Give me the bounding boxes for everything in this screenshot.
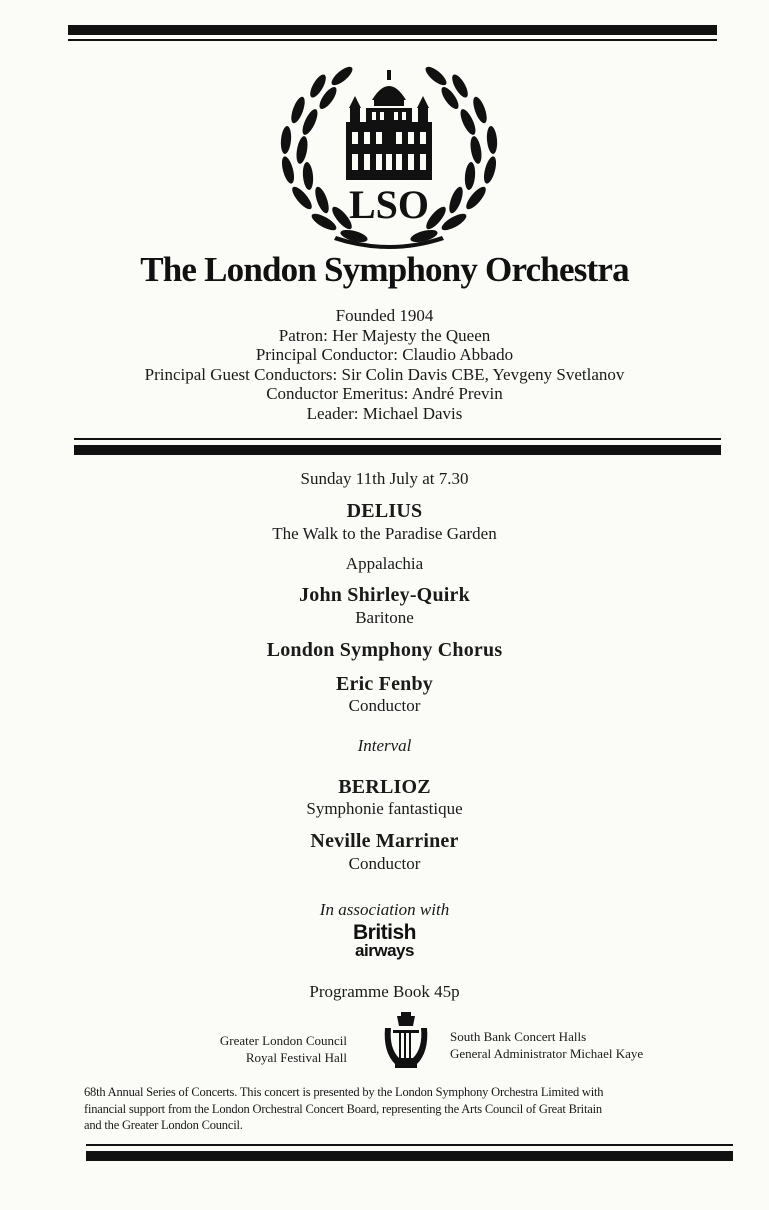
- credit-guest-conductors: Principal Guest Conductors: Sir Colin Davis CBE, Yevgeny Svetlanov: [144, 364, 625, 384]
- work-symphonie-fantastique: Symphonie fantastique: [306, 799, 463, 818]
- wreath-cathedral-emblem-icon: [276, 58, 502, 250]
- venue-left-line1: Greater London Council: [219, 1033, 347, 1048]
- lyre-crest-icon: [381, 1012, 431, 1072]
- credit-principal-conductor: Principal Conductor: Claudio Abbado: [255, 345, 514, 364]
- conductor-fenby: Eric Fenby: [336, 673, 433, 695]
- concert-date: Sunday 11th July at 7.30: [300, 469, 469, 488]
- interval-label: Interval: [357, 736, 412, 755]
- ba-logo-line2: airways: [355, 941, 414, 960]
- work-appalachia: Appalachia: [345, 554, 424, 573]
- venue-left-line2: Royal Festival Hall: [245, 1050, 347, 1065]
- credit-conductor-emeritus: Conductor Emeritus: André Previn: [266, 384, 503, 403]
- footer-line-3: and the Greater London Council.: [84, 1118, 243, 1132]
- credit-leader: Leader: Michael Davis: [306, 403, 463, 423]
- conductor-fenby-role: Conductor: [348, 696, 421, 715]
- conductor-marriner-role: Conductor: [348, 854, 421, 873]
- footer-note: [84, 1084, 734, 1134]
- venue-left: [197, 1032, 347, 1066]
- orchestra-credits: [0, 306, 769, 423]
- bottom-rule-thin: [86, 1144, 733, 1146]
- programme-price: Programme Book 45p: [309, 982, 460, 1001]
- ba-logo-line1: British: [352, 921, 416, 944]
- soloist-role: Baritone: [355, 608, 414, 627]
- footer-line-2: financial support from the London Orchestral Concert Board, representing the Arts Council of Great Britain: [84, 1101, 602, 1116]
- logo-lso-text: LSO: [348, 182, 430, 227]
- composer-berlioz: BERLIOZ: [338, 776, 431, 798]
- work-walk-to-paradise-garden: The Walk to the Paradise Garden: [272, 524, 497, 543]
- british-airways-logo: [0, 921, 769, 960]
- soloist-name: John Shirley-Quirk: [299, 584, 470, 606]
- association-label: In association with: [319, 900, 450, 919]
- composer-delius: DELIUS: [346, 500, 423, 522]
- footer-line-1: 68th Annual Series of Concerts. This concert is presented by the London Symphony Orchestra Limited with: [84, 1085, 604, 1099]
- venue-right: [450, 1028, 643, 1062]
- credit-founded: Founded 1904: [335, 306, 434, 325]
- chorus-name: London Symphony Chorus: [266, 639, 503, 661]
- lso-logo: [276, 58, 502, 250]
- middle-rule-thin: [74, 438, 721, 440]
- top-rule-thick: [68, 25, 717, 35]
- page-title: The London Symphony Orchestra: [140, 250, 629, 289]
- credit-patron: Patron: Her Majesty the Queen: [278, 325, 491, 345]
- bottom-rule-thick: [86, 1151, 733, 1161]
- venue-right-line1: South Bank Concert Halls: [450, 1029, 587, 1044]
- conductor-marriner: Neville Marriner: [310, 830, 459, 852]
- top-rule-thin: [68, 39, 717, 41]
- middle-rule-thick: [74, 445, 721, 455]
- venue-right-line2: General Administrator Michael Kaye: [450, 1046, 644, 1061]
